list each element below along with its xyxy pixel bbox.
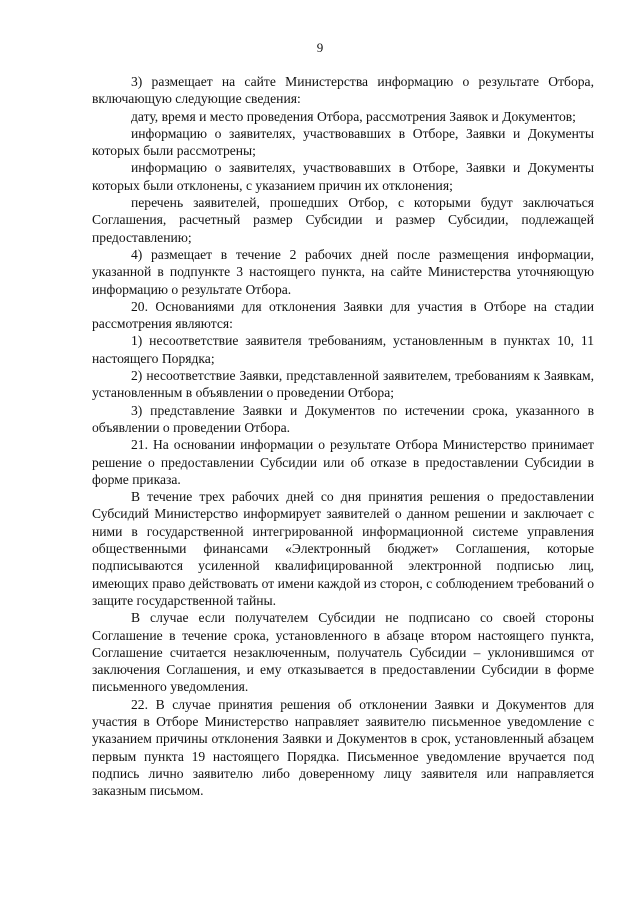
page-number: 9 (316, 40, 324, 55)
paragraph-section-22: 22. В случае принятия решения об отклонении Заявки и Документов для участия в Отборе Министерство направляет заявителю письменное уведомление с указанием причины отклонения Заявки и Документов в срок, установленный абзацем первым пункта 19 настоящего Порядка. Письменное уведомление вручается под подпись лично заявителю либо доверенному лицу заявителя или направляется заказным письмом. (92, 696, 594, 799)
paragraph-ground-1: 1) несоответствие заявителя требованиям, установленным в пунктах 10, 11 настоящего Порядка; (92, 333, 594, 366)
paragraph-item-4: 4) размещает в течение 2 рабочих дней после размещения информации, указанной в подпункте 3 настоящего пункта, на сайте Министерства уточняющую информацию о результате Отбора. (92, 246, 594, 297)
paragraph-applicants-reviewed: информацию о заявителях, участвовавших в Отборе, Заявки и Документы которых были рассмотрены; (92, 125, 594, 159)
paragraph-ground-3: 3) представление Заявки и Документов по истечении срока, указанного в объявлении о проведении Отбора. (92, 402, 594, 435)
paragraph-ground-2: 2) несоответствие Заявки, представленной заявителем, требованиям к Заявкам, установленным в объявлении о проведении Отбора; (92, 368, 594, 401)
paragraph-date-time-place: дату, время и место проведения Отбора, рассмотрения Заявок и Документов; (131, 108, 576, 124)
paragraph-applicants-rejected: информацию о заявителях, участвовавших в Отборе, Заявки и Документы которых были отклонены, с указанием причин их отклонения; (92, 160, 594, 193)
paragraph-item-3: 3) размещает на сайте Министерства информацию о результате Отбора, включающую следующие сведения: (92, 74, 594, 107)
paragraph-unsigned-agreement: В случае если получателем Субсидии не подписано со своей стороны Соглашение в течение срока, установленного в абзаце втором настоящего пункта, Соглашение считается незаключенным, получатель Субсидии – уклонившимся от заключения Соглашения, и ему отказывается в предоставлении Субсидии в форме письменного уведомления. (92, 610, 594, 695)
paragraph-section-20: 20. Основаниями для отклонения Заявки для участия в Отборе на стадии рассмотрения являются: (92, 298, 594, 332)
paragraph-three-working-days: В течение трех рабочих дней со дня принятия решения о предоставлении Субсидий Министерство информирует заявителей о данном решении и заключает с ними в государственной интегрированной информационной системе управления общественными финансами «Электронный бюджет» Соглашения, которые подписываются усиленной квалифицированной электронной подписью лиц, имеющих право действовать от имени каждой из сторон, с соблюдением требований о защите государственной тайны. (92, 489, 594, 608)
paragraph-section-21: 21. На основании информации о результате Отбора Министерство принимает решение о предоставлении Субсидии или об отказе в предоставлении Субсидии в форме приказа. (92, 437, 594, 487)
paragraph-list-of-applicants: перечень заявителей, прошедших Отбор, с которыми будут заключаться Соглашения, расчетный размер Субсидии и размер Субсидии, подлежащей предоставлению; (92, 195, 594, 245)
document-body (92, 73, 594, 799)
